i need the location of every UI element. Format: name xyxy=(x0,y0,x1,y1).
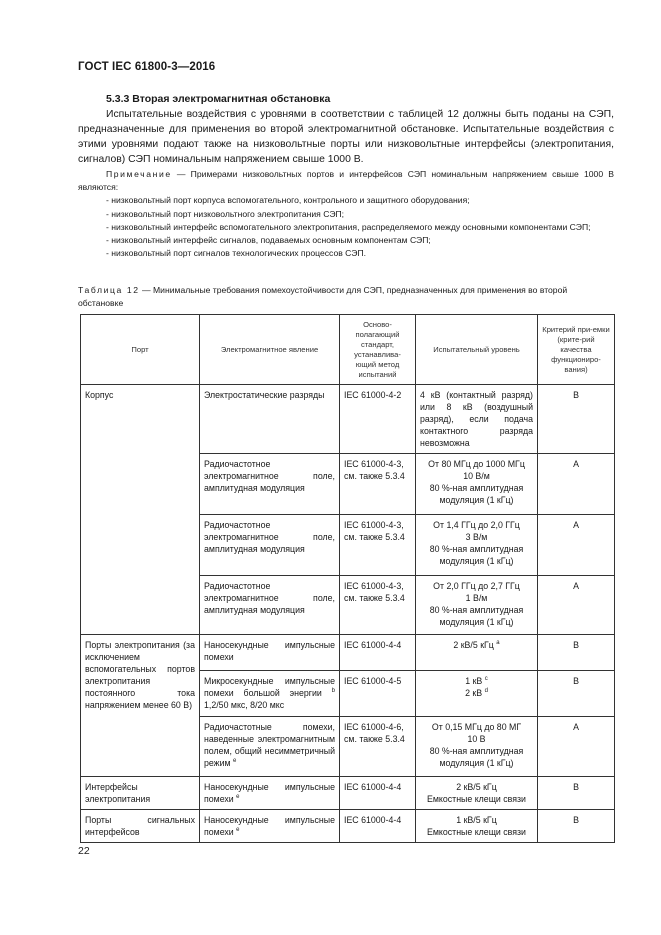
phenomenon-cell: Радиочастотное электромагнитное поле, амплитудная модуляция xyxy=(200,576,340,635)
port-cell: Корпус xyxy=(81,385,200,635)
note-item: - низковольтный порт низковольтного электропитания СЭП; xyxy=(106,208,345,219)
level-line: 80 %-ная амплитудная модуляция (1 кГц) xyxy=(429,544,524,566)
table-header-row xyxy=(81,315,615,385)
level-line: 10 В xyxy=(467,734,486,744)
note-item: - низковольтный интерфейс вспомогательного электропитания, распределяемого между основными компонентами СЭП; xyxy=(106,221,591,232)
port-cell: Интерфейсы электропитания xyxy=(81,777,200,810)
criterion-cell: B xyxy=(538,777,615,810)
standard-cell: IEC 61000-4-3, см. также 5.3.4 xyxy=(340,454,416,515)
level-cell xyxy=(416,777,538,810)
note-block xyxy=(78,168,614,260)
phenomenon-text: Наносекундные импульсные помехи xyxy=(204,815,335,837)
paragraph-text: Испытательные воздействия с уровнями в соответствии с таблицей 12 должны быть поданы на СЭП, предназначенные для применения во второй электромагнитной обстановке. Испытательные воздействия с этими уровнями подают также на низковольтные порты или низковольтные интерфейсы (электропитания, сигналов) СЭП номинальным напряжением свыше 1000 В. xyxy=(78,109,614,165)
criterion-cell: B xyxy=(538,810,615,843)
standard-cell: IEC 61000-4-4 xyxy=(340,777,416,810)
criterion-cell: A xyxy=(538,717,615,777)
level-line: От 1,4 ГГц до 2,0 ГГц xyxy=(433,520,520,530)
note-item: - низковольтный порт корпуса вспомогательного, контрольного и защитного оборудования; xyxy=(106,195,470,206)
page-number: 22 xyxy=(78,845,90,857)
level-line: 4 кВ (контактный разряд) или 8 кВ (воздушный разряд), если подача контактного разряда невозможна xyxy=(420,390,533,448)
level-cell xyxy=(416,576,538,635)
level-line: 1 кВ/5 кГц xyxy=(456,815,497,825)
level-line: Емкостные клещи связи xyxy=(427,794,526,804)
level-line: От 2,0 ГГц до 2,7 ГГц xyxy=(433,581,520,591)
standard-cell: IEC 61000-4-2 xyxy=(340,385,416,454)
level-cell xyxy=(416,635,538,671)
footnote-marker: e xyxy=(233,758,237,764)
phenomenon-cell: Радиочастотное электромагнитное поле, амплитудная модуляция xyxy=(200,515,340,576)
phenomenon-cell xyxy=(200,810,340,843)
note-lead-text: — Примерами низковольтных портов и интерфейсов СЭП номинальным напряжением свыше 1000 В являются: xyxy=(78,169,614,193)
criterion-cell: B xyxy=(538,385,615,454)
table-caption xyxy=(78,284,614,309)
port-cell: Порты электропитания (за исключением вспомогательных портов электропитания постоянного тока напряжением менее 60 В) xyxy=(81,635,200,777)
header-criterion: Критерий при-емки (крите-рий качества функциониро-вания) xyxy=(538,315,615,385)
level-line: 80 %-ная амплитудная модуляция (1 кГц) xyxy=(429,605,524,627)
table-row xyxy=(81,635,615,671)
standard-cell: IEC 61000-4-5 xyxy=(340,671,416,717)
note-label: Примечание xyxy=(106,169,172,179)
level-cell xyxy=(416,454,538,515)
footnote-marker: e xyxy=(236,827,240,833)
note-list xyxy=(78,194,614,260)
phenomenon-cell xyxy=(200,671,340,717)
level-cell xyxy=(416,385,538,454)
document-header: ГОСТ IEC 61800-3—2016 xyxy=(78,61,216,73)
criterion-cell: A xyxy=(538,454,615,515)
header-level: Испытательный уровень xyxy=(416,315,538,385)
section-paragraph xyxy=(78,107,614,167)
criterion-cell: B xyxy=(538,635,615,671)
level-value: 2 кВ xyxy=(465,688,483,698)
header-standard: Осново-полагающий стандарт, устанавлива-ющий метод испытаний xyxy=(340,315,416,385)
level-line: От 80 МГц до 1000 МГц xyxy=(428,459,525,469)
table-caption-label: Таблица 12 xyxy=(78,285,140,295)
header-phenomenon: Электромагнитное явление xyxy=(200,315,340,385)
level-cell xyxy=(416,515,538,576)
level-line: 2 кВ/5 кГц xyxy=(453,640,494,650)
level-line: 80 %-ная амплитудная модуляция (1 кГц) xyxy=(429,746,524,768)
table-row xyxy=(81,777,615,810)
phenomenon-text: Наносекундные импульсные помехи xyxy=(204,782,335,804)
immunity-requirements-table xyxy=(80,314,615,843)
criterion-cell: B xyxy=(538,671,615,717)
level-line: Емкостные клещи связи xyxy=(427,827,526,837)
phenomenon-cell xyxy=(200,777,340,810)
section-title: 5.3.3 Вторая электромагнитная обстановка xyxy=(106,93,331,105)
note-item: - низковольтный интерфейс сигналов, подаваемых основным компонентам СЭП; xyxy=(106,235,431,246)
phenomenon-cell: Радиочастотное электромагнитное поле, амплитудная модуляция xyxy=(200,454,340,515)
standard-cell: IEC 61000-4-3, см. также 5.3.4 xyxy=(340,515,416,576)
phenomenon-text: Радиочастотные помехи, наведенные электромагнитным полем, общий несимметричный режим xyxy=(204,722,335,768)
phenomenon-text: Микросекундные импульсные помехи большой энергии xyxy=(204,676,335,698)
level-line xyxy=(420,687,533,699)
table-row xyxy=(81,385,615,454)
criterion-cell: A xyxy=(538,515,615,576)
standard-cell: IEC 61000-4-4 xyxy=(340,810,416,843)
level-line: 2 кВ/5 кГц xyxy=(456,782,497,792)
phenomenon-cell: Наносекундные импульсные помехи xyxy=(200,635,340,671)
level-cell xyxy=(416,671,538,717)
criterion-cell: A xyxy=(538,576,615,635)
level-line: 3 В/м xyxy=(465,532,488,542)
level-line: 1 В/м xyxy=(465,593,488,603)
phenomenon-cell: Электростатические разряды xyxy=(200,385,340,454)
port-cell: Порты сигнальных интерфейсов xyxy=(81,810,200,843)
phenomenon-cell xyxy=(200,717,340,777)
level-line: От 0,15 МГц до 80 МГ xyxy=(431,722,522,732)
level-line xyxy=(420,675,533,687)
phenomenon-tail: 1,2/50 мкс, 8/20 мкс xyxy=(204,700,285,710)
level-line: 10 В/м xyxy=(463,471,490,481)
footnote-marker: c xyxy=(484,676,488,682)
level-line: 80 %-ная амплитудная модуляция (1 кГц) xyxy=(429,483,524,505)
footnote-marker: d xyxy=(484,688,488,694)
standard-cell: IEC 61000-4-6, см. также 5.3.4 xyxy=(340,717,416,777)
level-cell xyxy=(416,810,538,843)
level-value: 1 кВ xyxy=(465,676,483,686)
note-lead xyxy=(78,168,614,194)
table-caption-text: — Минимальные требования помехоустойчивости для СЭП, предназначенных для применения во второй обстановке xyxy=(78,285,568,308)
footnote-marker: b xyxy=(331,688,335,694)
note-item: - низковольтный порт сигналов технологических процессов СЭП. xyxy=(106,248,367,259)
standard-cell: IEC 61000-4-3, см. также 5.3.4 xyxy=(340,576,416,635)
header-port: Порт xyxy=(81,315,200,385)
table-row xyxy=(81,810,615,843)
footnote-marker: a xyxy=(496,640,500,646)
level-cell xyxy=(416,717,538,777)
footnote-marker: e xyxy=(236,794,240,800)
standard-cell: IEC 61000-4-4 xyxy=(340,635,416,671)
